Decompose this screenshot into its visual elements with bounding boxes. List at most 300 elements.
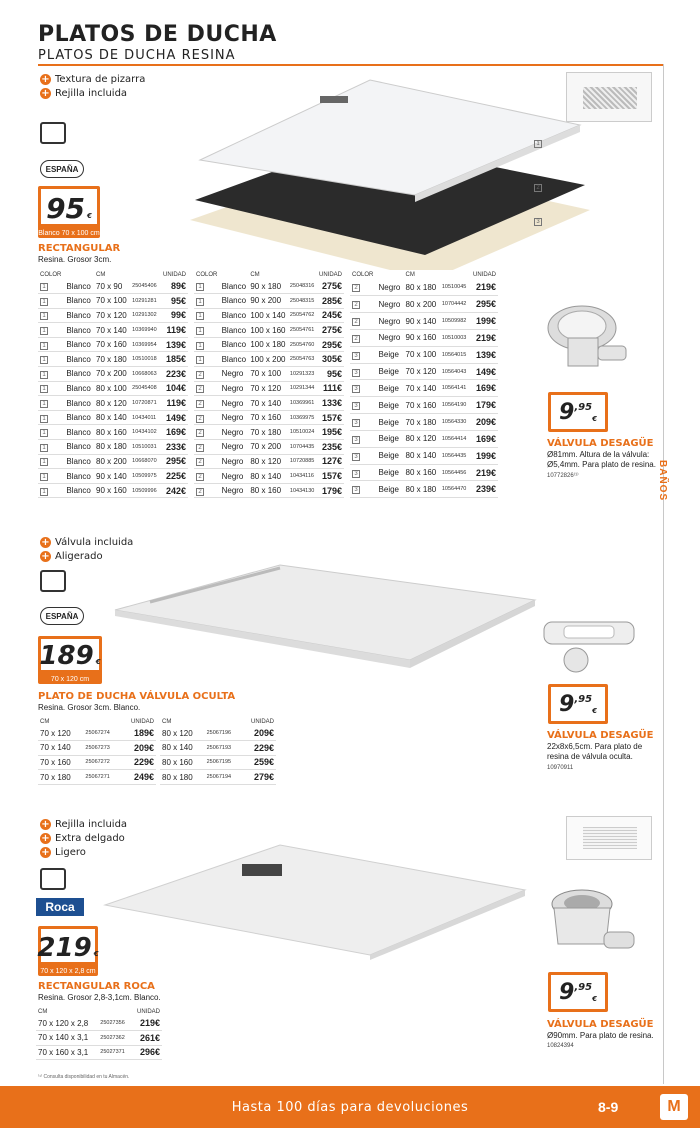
- ref-cell: 10564414: [440, 430, 470, 447]
- color-cell: Negro: [220, 410, 249, 425]
- table-row: [38, 440, 188, 455]
- ref-cell: 10291302: [130, 308, 160, 323]
- shower-tray-image-3: [100, 840, 530, 960]
- size-cell: 80 x 180: [404, 279, 440, 296]
- price-cell: 139€: [160, 337, 188, 352]
- color-number-cell: 2: [350, 279, 377, 296]
- size-cell: 70 x 160: [404, 397, 440, 414]
- color-cell: Negro: [220, 367, 249, 382]
- color-number-cell: 1: [38, 381, 64, 396]
- table-row: [38, 294, 188, 309]
- color-cell: Negro: [377, 279, 404, 296]
- ref-cell: 25054761: [288, 323, 317, 338]
- price-value: 9: [559, 691, 575, 717]
- color-cell: Blanco: [64, 381, 94, 396]
- size-cell: 100 x 140: [248, 308, 288, 323]
- feature-item: [40, 535, 133, 549]
- table-row: [194, 279, 344, 294]
- feature-label: Aligerado: [55, 550, 103, 562]
- price-cell: 219€: [131, 1016, 162, 1031]
- color-cell: Negro: [377, 296, 404, 313]
- price-cell: 169€: [470, 380, 498, 397]
- size-cell: 70 x 200: [248, 440, 288, 455]
- size-table-1: [38, 270, 498, 498]
- color-cell: Blanco: [64, 337, 94, 352]
- side-tab: [657, 430, 700, 502]
- size-cell: 90 x 140: [94, 469, 130, 484]
- price-cell: 245€: [317, 308, 344, 323]
- table-row: [194, 410, 344, 425]
- table-row: [36, 1016, 162, 1031]
- color-cell: Blanco: [64, 425, 94, 440]
- ref-cell: 10564141: [440, 380, 470, 397]
- price-cell: 199€: [470, 313, 498, 330]
- color-number-cell: 1: [38, 279, 64, 294]
- ref-cell: 25054763: [288, 352, 317, 367]
- price-cell: 189€: [121, 726, 156, 741]
- badge-label: ESPAÑA: [45, 164, 79, 174]
- size-cell: 80 x 200: [404, 296, 440, 313]
- plus-icon: +: [41, 832, 50, 844]
- color-cell: Blanco: [64, 308, 94, 323]
- price-tag-3: 219 € 70 x 120 x 2,8 cm: [38, 926, 98, 976]
- color-cell: Beige: [377, 397, 404, 414]
- footnote: ⁽¹⁾ Consulta disponibilidad en tu Almacén.: [38, 1074, 130, 1080]
- size-cell: 70 x 160: [94, 337, 130, 352]
- table-col-2: COLOR CM UNIDAD 1 Blanco 90 x 180 25048316 275€ 1 Blanco 90 x 200 25048315 285€ 1 Blanco 100 x 140 25054762 245€ 1 Blanco 100 x 160 25054761 275€ 1 Blanco 100 x 180 25054760 295€ 1 Blanco 100 x 200 25054763 305€ 2 Negro 70 x 100 10291323 95€ 2 Negro 70 x 120 10291344 111€ 2 Negro 70 x 140 10369961 133€ 2 Negro 70 x 160 10369975 157€ 2 Negro 70 x 180 10510024 195€ 2 Negro 70 x 200 10704435 235€ 2 Negro 80 x 120 10720885 127€ 2 Negro 80 x 140 10434116 157€ 2 Negro 80 x 160 10434130 179€: [194, 270, 344, 498]
- valve-title: VÁLVULA DESAGÜE: [547, 438, 654, 449]
- ref-cell: 25067271: [83, 770, 120, 785]
- table-row: [38, 396, 188, 411]
- valve-image-1: [540, 298, 640, 380]
- table-row: [36, 1031, 162, 1046]
- color-number-cell: 1: [194, 308, 220, 323]
- color-cell: Blanco: [220, 352, 249, 367]
- valve-price-tag-1: 9 ,95 €: [548, 392, 608, 432]
- table-row: [38, 381, 188, 396]
- size-cell: 80 x 100: [94, 381, 130, 396]
- color-number-cell: 1: [194, 352, 220, 367]
- price-cell: 305€: [317, 352, 344, 367]
- color-cell: Negro: [220, 396, 249, 411]
- ref-cell: 10369940: [130, 323, 160, 338]
- table-row: [38, 483, 188, 498]
- price-cell: 229€: [121, 755, 156, 770]
- product-title: RECTANGULAR: [38, 243, 121, 254]
- grate-pattern-icon: [583, 827, 637, 849]
- valve-desc: Ø90mm. Para plato de resina.: [547, 1031, 654, 1040]
- size-cell: 80 x 160: [160, 755, 205, 770]
- ref-cell: 10510018: [130, 352, 160, 367]
- feature-label: Ligero: [55, 846, 86, 858]
- ref-cell: 10291281: [130, 294, 160, 309]
- color-number-cell: 1: [38, 337, 64, 352]
- badge-label: ESPAÑA: [45, 611, 79, 621]
- color-cell: Beige: [377, 481, 404, 498]
- color-number-cell: 2: [194, 469, 220, 484]
- label-3: 3: [534, 210, 545, 228]
- size-cell: 70 x 140: [38, 741, 83, 756]
- color-cell: Blanco: [64, 279, 94, 294]
- ref-cell: 10704435: [288, 440, 317, 455]
- price-cell: 169€: [470, 430, 498, 447]
- color-number-cell: 1: [38, 425, 64, 440]
- size-cell: 70 x 180: [94, 352, 130, 367]
- ref-cell: 10720871: [130, 396, 160, 411]
- plus-icon: +: [41, 818, 50, 830]
- size-cell: 80 x 180: [404, 481, 440, 498]
- label-1: 1: [534, 132, 545, 150]
- ref-cell: 25067274: [83, 726, 120, 741]
- grate-icon: [242, 864, 282, 876]
- price-cell: 195€: [317, 425, 344, 440]
- table-row: [350, 346, 498, 363]
- color-number-cell: 2: [194, 367, 220, 382]
- ref-cell: 10668070: [130, 454, 160, 469]
- table-row: [38, 323, 188, 338]
- table-row: [38, 770, 156, 785]
- feature-label: Rejilla incluida: [55, 87, 128, 99]
- ref-cell: 10564190: [440, 397, 470, 414]
- color-number-cell: 3: [350, 464, 377, 481]
- valve-desc: 22x8x6,5cm. Para plato de resina de válvula oculta.: [547, 742, 643, 761]
- valve-ref: 10970911: [547, 765, 574, 771]
- ref-cell: 10369975: [288, 410, 317, 425]
- color-number-cell: 1: [194, 323, 220, 338]
- color-cell: Blanco: [220, 308, 249, 323]
- price-cell: 219€: [470, 464, 498, 481]
- color-number-cell: 2: [194, 410, 220, 425]
- table-row: [350, 363, 498, 380]
- table-row: [38, 726, 156, 741]
- features-list-2: [40, 535, 133, 563]
- size-cell: 90 x 140: [404, 313, 440, 330]
- ref-cell: 25067272: [83, 755, 120, 770]
- color-number-cell: 3: [350, 380, 377, 397]
- color-number-cell: 3: [350, 414, 377, 431]
- price-cell: 233€: [160, 440, 188, 455]
- size-cell: 80 x 180: [94, 440, 130, 455]
- ref-cell: 10510024: [288, 425, 317, 440]
- ref-cell: 10510003: [440, 329, 470, 346]
- ref-cell: 10510045: [440, 279, 470, 296]
- price-cell: 104€: [160, 381, 188, 396]
- price-tag-1: 95 € Blanco 70 x 100 cm: [38, 186, 100, 238]
- ref-cell: 25045406: [130, 279, 160, 294]
- size-cell: 70 x 160 x 3,1: [36, 1045, 98, 1060]
- ref-cell: 25027356: [98, 1016, 131, 1031]
- price-cell: 185€: [160, 352, 188, 367]
- color-cell: Beige: [377, 447, 404, 464]
- size-cell: 100 x 180: [248, 337, 288, 352]
- feature-label: Textura de pizarra: [55, 73, 146, 85]
- table-row: [194, 323, 344, 338]
- color-number-cell: 2: [194, 396, 220, 411]
- price-cell: 235€: [317, 440, 344, 455]
- color-cell: Blanco: [220, 337, 249, 352]
- ref-cell: 10509982: [440, 313, 470, 330]
- table-col-3: COLOR CM UNIDAD 2 Negro 80 x 180 10510045 219€ 2 Negro 80 x 200 10704442 295€ 2 Negro 90 x 140 10509982 199€ 2 Negro 90 x 160 10510003 219€ 3 Beige 70 x 100 10564015 139€ 3 Beige 70 x 120 10564043 149€ 3 Beige 70 x 140 10564141 169€ 3 Beige 70 x 160 10564190 179€ 3 Beige 70 x 180 10564330 209€ 3 Beige 80 x 120 10564414 169€ 3 Beige 80 x 140 10564435 199€ 3 Beige 80 x 160 10564456 219€ 3 Beige 80 x 180 10564470 239€: [350, 270, 498, 498]
- size-cell: 70 x 120: [94, 308, 130, 323]
- valve-title: VÁLVULA DESAGÜE: [547, 730, 654, 741]
- price-cell: 225€: [160, 469, 188, 484]
- ref-cell: 25067193: [205, 741, 242, 756]
- size-cell: 80 x 160: [404, 464, 440, 481]
- installation-icon: [40, 122, 66, 144]
- size-cell: 70 x 100: [404, 346, 440, 363]
- price-cell: 111€: [317, 381, 344, 396]
- size-cell: 80 x 160: [248, 483, 288, 498]
- shower-tray-image-2: [110, 560, 540, 670]
- size-cell: 70 x 200: [94, 367, 130, 382]
- ref-cell: 10564470: [440, 481, 470, 498]
- ref-cell: 25027371: [98, 1045, 131, 1060]
- valve-price-tag-3: 9 ,95 €: [548, 972, 608, 1012]
- size-cell: 70 x 120: [248, 381, 288, 396]
- size-cell: 80 x 200: [94, 454, 130, 469]
- price-caption: 70 x 120 x 2,8 cm: [40, 968, 96, 975]
- price-cell: 279€: [241, 770, 276, 785]
- table-row: [194, 294, 344, 309]
- color-cell: Negro: [220, 440, 249, 455]
- size-cell: 80 x 120: [160, 726, 205, 741]
- color-number-cell: 1: [38, 469, 64, 484]
- color-cell: Blanco: [64, 323, 94, 338]
- table-row: [194, 469, 344, 484]
- price-cell: 119€: [160, 323, 188, 338]
- ref-cell: 10369961: [288, 396, 317, 411]
- page-number: 8-9: [598, 1099, 619, 1115]
- size-cell: 70 x 140: [94, 323, 130, 338]
- product-desc: Resina. Grosor 3cm.: [38, 255, 112, 264]
- color-cell: Blanco: [64, 396, 94, 411]
- color-number-cell: 1: [38, 352, 64, 367]
- ref-cell: 25054762: [288, 308, 317, 323]
- table-row: [38, 741, 156, 756]
- product-desc: Resina. Grosor 3cm. Blanco.: [38, 703, 141, 712]
- color-cell: Blanco: [64, 352, 94, 367]
- price-cell: 275€: [317, 323, 344, 338]
- table-row: [194, 367, 344, 382]
- ref-cell: 10509996: [130, 483, 160, 498]
- color-cell: Blanco: [64, 294, 94, 309]
- size-cell: 70 x 140 x 3,1: [36, 1031, 98, 1046]
- feature-label: Rejilla incluida: [55, 818, 128, 830]
- ref-cell: 10510031: [130, 440, 160, 455]
- table-row: [194, 483, 344, 498]
- ref-cell: 25067273: [83, 741, 120, 756]
- table-row: [38, 279, 188, 294]
- price-value: 219: [37, 933, 92, 963]
- product-title: RECTANGULAR ROCA: [38, 981, 155, 992]
- size-cell: 70 x 100: [94, 294, 130, 309]
- color-cell: Negro: [220, 454, 249, 469]
- price-cell: 209€: [241, 726, 276, 741]
- shower-tray-hero-image: [170, 70, 590, 270]
- size-cell: 80 x 120: [404, 430, 440, 447]
- roca-logo: Roca: [36, 898, 84, 916]
- table-row: [160, 726, 276, 741]
- color-number-cell: 1: [194, 279, 220, 294]
- price-cell: 95€: [317, 367, 344, 382]
- size-cell: 70 x 160: [38, 755, 83, 770]
- plus-icon: +: [41, 87, 50, 99]
- table-row: [160, 741, 276, 756]
- side-divider: [663, 64, 664, 1084]
- table-row: [350, 464, 498, 481]
- table-row: [350, 430, 498, 447]
- table-row: [194, 381, 344, 396]
- brand-logo: M: [660, 1094, 688, 1120]
- size-cell: 80 x 140: [160, 741, 205, 756]
- table-row: [350, 329, 498, 346]
- price-cell: 157€: [317, 410, 344, 425]
- color-number-cell: 3: [350, 397, 377, 414]
- table-row: [36, 1045, 162, 1060]
- color-number-cell: 1: [38, 396, 64, 411]
- color-number-cell: 3: [350, 447, 377, 464]
- size-cell: 70 x 180: [248, 425, 288, 440]
- size-cell: 100 x 200: [248, 352, 288, 367]
- color-cell: Negro: [377, 329, 404, 346]
- size-cell: 70 x 90: [94, 279, 130, 294]
- price-cell: 219€: [470, 329, 498, 346]
- plus-icon: +: [41, 846, 50, 858]
- price-cell: 219€: [470, 279, 498, 296]
- ref-cell: 25027362: [98, 1031, 131, 1046]
- color-cell: Negro: [377, 313, 404, 330]
- product-title: PLATO DE DUCHA VÁLVULA OCULTA: [38, 691, 236, 702]
- table-row: [350, 279, 498, 296]
- size-cell: 80 x 180: [160, 770, 205, 785]
- price-value: 189: [39, 641, 94, 671]
- page-subtitle: PLATOS DE DUCHA RESINA: [38, 48, 236, 63]
- table-row: [194, 440, 344, 455]
- table-row: [194, 454, 344, 469]
- color-number-cell: 1: [38, 308, 64, 323]
- color-number-cell: 1: [38, 454, 64, 469]
- ref-cell: 10564015: [440, 346, 470, 363]
- features-list-1: [40, 72, 145, 100]
- price-cell: 169€: [160, 425, 188, 440]
- table-row: [160, 770, 276, 785]
- table-row: [350, 296, 498, 313]
- price-cell: 149€: [470, 363, 498, 380]
- table-row: [38, 308, 188, 323]
- grate-icon: [320, 96, 348, 103]
- color-cell: Negro: [220, 483, 249, 498]
- table-row: [194, 396, 344, 411]
- color-cell: Beige: [377, 346, 404, 363]
- grate-thumbnail: [566, 72, 652, 122]
- ref-cell: 10291344: [288, 381, 317, 396]
- ref-cell: 25067195: [205, 755, 242, 770]
- plus-icon: +: [41, 73, 50, 85]
- table-row: [38, 755, 156, 770]
- color-cell: Beige: [377, 414, 404, 431]
- table-row: [350, 380, 498, 397]
- ref-cell: 25048316: [288, 279, 317, 294]
- table-row: [38, 367, 188, 382]
- color-cell: Blanco: [220, 323, 249, 338]
- color-cell: Negro: [220, 381, 249, 396]
- color-number-cell: 1: [38, 367, 64, 382]
- color-cell: Blanco: [220, 279, 249, 294]
- ref-cell: 10564435: [440, 447, 470, 464]
- ref-cell: 25054760: [288, 337, 317, 352]
- installation-icon: [40, 570, 66, 592]
- size-cell: 80 x 120: [94, 396, 130, 411]
- color-number-cell: 3: [350, 481, 377, 498]
- color-number-cell: 2: [194, 381, 220, 396]
- price-cell: 89€: [160, 279, 188, 294]
- table-row: [38, 425, 188, 440]
- feature-item: [40, 72, 145, 86]
- price-cell: 119€: [160, 396, 188, 411]
- footer-text: Hasta 100 días para devoluciones: [231, 1100, 469, 1115]
- ref-cell: 25067194: [205, 770, 242, 785]
- price-cell: 295€: [160, 454, 188, 469]
- feature-item: [40, 86, 145, 100]
- color-number-cell: 1: [38, 294, 64, 309]
- header-rule: [38, 64, 664, 66]
- feature-label: Extra delgado: [55, 832, 125, 844]
- table-row: [38, 454, 188, 469]
- size-cell: 90 x 200: [248, 294, 288, 309]
- color-cell: Blanco: [64, 367, 94, 382]
- color-cell: Beige: [377, 380, 404, 397]
- price-cell: 179€: [470, 397, 498, 414]
- ref-cell: 10434102: [130, 425, 160, 440]
- table-row: [194, 337, 344, 352]
- color-cell: Beige: [377, 464, 404, 481]
- color-cell: Blanco: [64, 440, 94, 455]
- size-cell: 80 x 160: [94, 425, 130, 440]
- valve-desc: Ø81mm. Altura de la válvula: Ø5,4mm. Para plato de resina.: [547, 450, 656, 469]
- color-number-cell: 1: [38, 440, 64, 455]
- size-cell: 70 x 120: [38, 726, 83, 741]
- color-cell: Blanco: [64, 483, 94, 498]
- price-caption: 70 x 120 cm: [50, 676, 90, 683]
- price-cell: 295€: [317, 337, 344, 352]
- price-cell: 209€: [470, 414, 498, 431]
- price-caption: Blanco 70 x 100 cm: [38, 230, 100, 237]
- size-cell: 70 x 140: [404, 380, 440, 397]
- price-cell: 296€: [131, 1045, 162, 1060]
- table-row: [350, 397, 498, 414]
- color-number-cell: 1: [194, 337, 220, 352]
- size-cell: 90 x 180: [248, 279, 288, 294]
- table-row: [38, 410, 188, 425]
- price-cell: 133€: [317, 396, 344, 411]
- ref-cell: 10434011: [130, 410, 160, 425]
- price-cell: 239€: [470, 481, 498, 498]
- size-cell: 70 x 180: [404, 414, 440, 431]
- ref-cell: 10704442: [440, 296, 470, 313]
- valve-ref: 10772826⁽¹⁾: [547, 473, 579, 479]
- table-col-1: COLOR CM UNIDAD 1 Blanco 70 x 90 25045406 89€ 1 Blanco 70 x 100 10291281 95€ 1 Blanco 70 x 120 10291302 99€ 1 Blanco 70 x 140 10369940 119€ 1 Blanco 70 x 160 10369954 139€ 1 Blanco 70 x 180 10510018 185€ 1 Blanco 70 x 200 10668063 223€ 1 Blanco 80 x 100 25045408 104€ 1 Blanco 80 x 120 10720871 119€ 1 Blanco 80 x 140 10434011 149€ 1 Blanco 80 x 160 10434102 169€ 1 Blanco 80 x 180 10510031 233€ 1 Blanco 80 x 200 10668070 295€ 1 Blanco 90 x 140 10509975 225€ 1 Blanco 90 x 160 10509996 242€: [38, 270, 188, 498]
- price-cell: 99€: [160, 308, 188, 323]
- ref-cell: 10434130: [288, 483, 317, 498]
- price-cell: 261€: [131, 1031, 162, 1046]
- table-row: [350, 481, 498, 498]
- ref-cell: 25048315: [288, 294, 317, 309]
- color-cell: Blanco: [64, 410, 94, 425]
- ref-cell: 10291323: [288, 367, 317, 382]
- color-number-cell: 1: [38, 483, 64, 498]
- feature-label: Válvula incluida: [55, 536, 134, 548]
- price-cell: 249€: [121, 770, 156, 785]
